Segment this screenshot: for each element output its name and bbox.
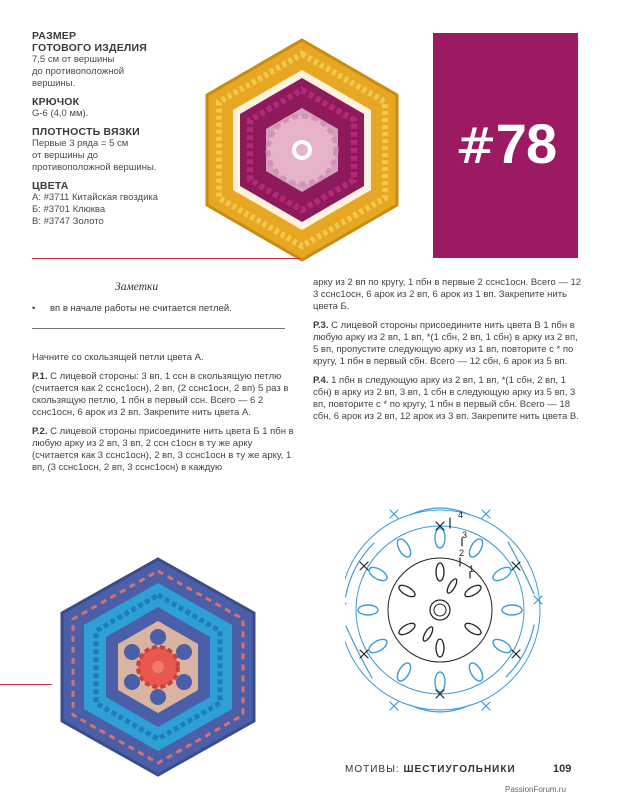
pattern-column-right [313,277,583,430]
crochet-chart-diagram [345,500,585,725]
notes-rule [32,328,285,329]
hook-heading: КРЮЧОК [32,96,80,108]
gauge-text-2: от вершины до [32,150,99,161]
notes-item [32,303,292,315]
size-heading-1: РАЗМЕР [32,30,77,42]
round-4 [313,375,583,423]
hexagon-motif-photo [190,38,410,263]
round-2-continued: арку из 2 вп по кругу, 1 пбн в первые 2 сснс1осн. Всего — 12 3 сснс1осн, 6 арок из 2 вп, 6 арок из 1 вп. Закрепите нить цвета Б. [313,277,582,312]
gauge-text-1: Первые 3 ряда = 5 см [32,138,129,149]
pattern-column-left [32,352,300,481]
round-marker-1: 1 [469,564,475,574]
specs-panel [32,30,202,234]
round-marker-2: 2 [459,548,465,558]
round-2-text: С лицевой стороны присоедините нить цвета Б 1 пбн в любую арку из 2 вп, 3 вп, 2 ссн с1осн в ту же арку (считается как 3 сснс1осн), 2 вп, 3 сснс1осн в ту же арку, 1 вп, (3 сснс1осн, 2 вп, 3 сснс1осн) в каждую [32,426,294,473]
notes-title: Заметки [115,281,159,293]
size-text-2: до противоположной [32,66,125,77]
round-3 [313,320,583,368]
round-4-text: 1 пбн в следующую арку из 2 вп, 1 вп, *(1 сбн, 2 вп, 1 сбн) в арку из 2 вп, 3 вп, 1 сбн в следующую арку из 5 вп, 3 вп, повторите с * по кругу, 1 пбн в первый сбн. Всего — 18 сбн, 6 арок из 2 вп, 12 арок из 3 вп. Закрепите нить цвета В. [313,375,579,422]
pattern-number-badge [433,33,578,258]
page-number: 109 [553,763,572,775]
section-prefix: МОТИВЫ: [345,764,404,775]
color-a: А: #3711 Китайская гвоздика [32,192,159,203]
divider-top [32,258,300,259]
gauge-text-3: противоположной вершины. [32,162,157,173]
badge-hash: # [454,117,496,175]
badge-number: 78 [495,112,557,175]
size-text-3: вершины. [32,78,76,89]
round-marker-4: 4 [458,510,464,520]
size-text-1: 7,5 см от вершины [32,54,115,65]
round-1-text: С лицевой стороны: 3 вп, 1 ссн в скользящую петлю (считается как 2 сснс1осн), 2 вп, (2 сснс1осн, 2 вп) 5 раз в скользящую петлю, 1 пбн в первый ссн. Всего — 6 2 сснс1осн, 6 арок из 2 вп. Закрепите нить цвета А. [32,371,289,418]
gauge-heading: ПЛОТНОСТЬ ВЯЗКИ [32,126,140,138]
section-name: ШЕСТИУГОЛЬНИКИ [403,764,516,775]
notes-item-text: вп в начале работы не считается петлей. [50,303,232,314]
page-footer-section [345,764,516,775]
size-heading-2: ГОТОВОГО ИЗДЕЛИЯ [32,42,147,54]
hexagon-motif-photo-variant [50,555,280,780]
round-1 [32,371,300,419]
round-3-label: Р.3. [313,320,329,331]
round-marker-3: 3 [462,530,468,540]
bullet: • [32,303,36,314]
color-b: Б: #3701 Клюква [32,204,106,215]
round-2 [32,426,300,474]
round-2-label: Р.2. [32,426,48,437]
color-c: В: #3747 Золото [32,216,104,227]
colors-heading: ЦВЕТА [32,180,69,192]
pattern-intro: Начните со скользящей петли цвета А. [32,352,204,363]
round-4-label: Р.4. [313,375,329,386]
round-3-text: С лицевой стороны присоедините нить цвета В 1 пбн в любую арку из 2 вп, 1 вп, *(1 сбн, 2 вп, 1 сбн) в арку из 2 вп, 5 вп, пропустите следующую арку из 1 вп, повторите с * по кругу, 1 пбн в первый сбн. Всего — 12 сбн, 6 арок из 5 вп. [313,320,578,367]
divider-bottom [0,684,52,685]
hook-text: G-6 (4,0 мм). [32,108,89,119]
round-1-label: Р.1. [32,371,48,382]
watermark: PassionForum.ru [505,785,566,794]
